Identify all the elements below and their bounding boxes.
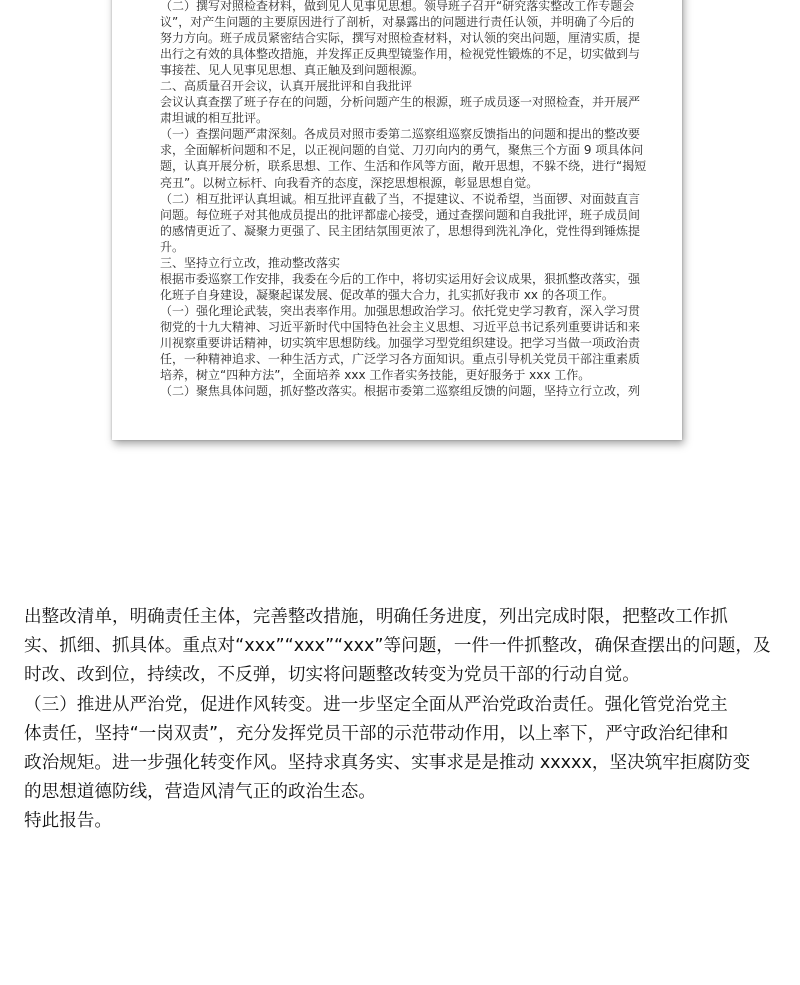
- body-line: 体责任，坚持“一岗双责”，充分发挥党员干部的示范带动作用，以上率下，严守政治纪律和: [24, 723, 729, 744]
- preview-line: （二）撰写对照检查材料，做到见人见事见思想。领导班子召开“研究落实整改工作专题会: [160, 0, 635, 13]
- preview-line: （二）聚焦具体问题，抓好整改落实。根据市委第二巡察组反馈的问题，坚持立行立改，列: [160, 384, 641, 399]
- preview-line: 事接茬、见人见事见思想、真正触及到问题根源。: [160, 63, 425, 78]
- preview-text-block: [160, 0, 652, 399]
- preview-section-heading: 二、高质量召开会议，认真开展批评和自我批评: [160, 79, 413, 94]
- preview-line: 培养，树立“四种方法”，全面培养 xxx 工作者实务技能，更好服务于 xxx 工作。: [160, 368, 591, 383]
- preview-section-heading: 三、坚持立行立改，推动整改落实: [160, 255, 341, 270]
- preview-line: 题，认真开展分析，联系思想、工作、生活和作风等方面，敞开思想，不躲不绕，进行“揭短: [160, 159, 647, 174]
- closing-line: 特此报告。: [24, 811, 112, 832]
- document-body: [24, 603, 780, 837]
- body-line: 实、抓细、抓具体。重点对“xxx”“xxx”“xxx”等问题，一件一件抓整改，确保查摆出的问题，及: [24, 636, 771, 657]
- body-line: 出整改清单，明确责任主体，完善整改措施，明确任务进度，列出完成时限，把整改工作抓: [24, 607, 728, 627]
- preview-line: 问题。每位班子对其他成员提出的批评都虚心接受，通过查摆问题和自我批评，班子成员间: [160, 207, 641, 222]
- preview-line: 议”，对产生问题的主要原因进行了剖析，对暴露出的问题进行责任认领，并明确了今后的: [160, 15, 635, 30]
- body-line: 政治规矩。进一步强化转变作风。坚持求真务实、实事求是是推动 xxxxx，坚决筑牢拒腐防变: [24, 753, 751, 774]
- preview-line: 彻党的十九大精神、习近平新时代中国特色社会主义思想、习近平总书记系列重要讲话和来: [160, 319, 641, 334]
- preview-line: （一）强化理论武装，突出表率作用。加强思想政治学习。依托党史学习教育，深入学习贯: [160, 303, 641, 318]
- preview-line: 化班子自身建设，凝聚起谋发展、促改革的强大合力，扎实抓好我市 xx 的各项工作。: [160, 287, 614, 302]
- preview-line: 的感情更近了、凝聚力更强了、民主团结氛围更浓了，思想得到洗礼净化，党性得到锤炼提: [160, 223, 641, 238]
- preview-line: 努力方向。班子成员紧密结合实际，撰写对照检查材料，对认领的突出问题，厘清实质，提: [160, 31, 641, 46]
- body-line: （三）推进从严治党，促进作风转变。进一步坚定全面从严治党政治责任。强化管党治党主: [24, 694, 728, 715]
- preview-line: 升。: [160, 239, 185, 254]
- body-line: 的思想道德防线，营造风清气正的政治生态。: [24, 782, 376, 803]
- preview-line: 亮丑”。以树立标杆、向我看齐的态度，深挖思想根源，彰显思想自觉。: [160, 175, 539, 190]
- preview-line: 川视察重要讲话精神，切实筑牢思想防线。加强学习型党组织建设。把学习当做一项政治责: [160, 335, 641, 350]
- preview-line: 肃坦诚的相互批评。: [160, 111, 269, 126]
- preview-line: 出行之有效的具体整改措施，并发挥正反典型镜鉴作用，检视党性锻炼的不足，切实做到与: [160, 47, 641, 62]
- preview-line: 根据市委巡察工作安排，我委在今后的工作中，将切实运用好会议成果，狠抓整改落实，强: [160, 271, 641, 286]
- page-preview-thumbnail: [112, 0, 682, 440]
- preview-line: 求，全面解析问题和不足，以正视问题的自觉、刀刃向内的勇气，聚焦三个方面 9 项具体问: [160, 143, 644, 158]
- preview-line: （一）查摆问题严肃深刻。各成员对照市委第二巡察组巡察反馈指出的问题和提出的整改要: [160, 127, 641, 142]
- preview-line: （二）相互批评认真坦诚。相互批评直截了当，不提建议、不说希望，当面锣、对面鼓直言: [160, 191, 641, 206]
- preview-line: 会议认真查摆了班子存在的问题，分析问题产生的根源，班子成员逐一对照检查，并开展严: [160, 95, 641, 110]
- preview-line: 任，一种精神追求、一种生活方式，广泛学习各方面知识。重点引导机关党员干部注重素质: [160, 352, 641, 367]
- body-line: 时改、改到位，持续改，不反弹，切实将问题整改转变为党员干部的行动自觉。: [24, 665, 640, 686]
